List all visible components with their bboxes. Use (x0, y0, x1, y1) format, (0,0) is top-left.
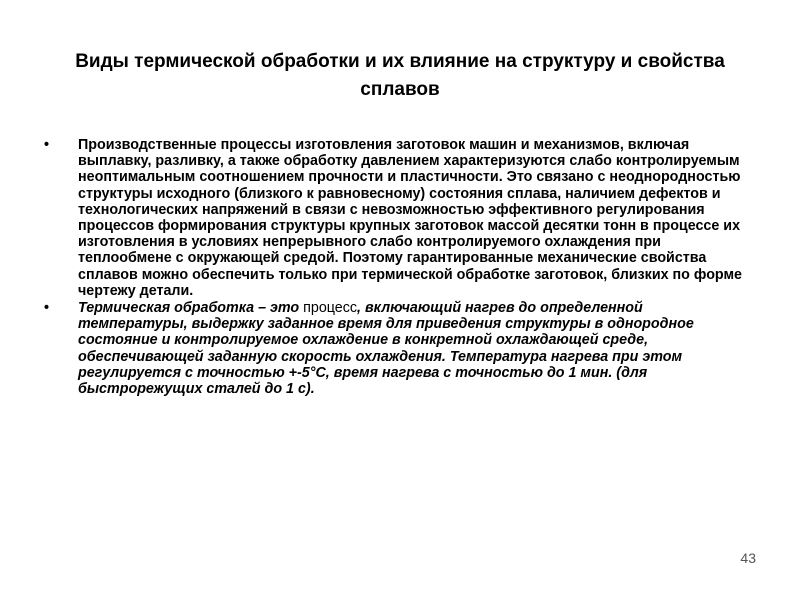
bullet-marker: • (44, 137, 50, 153)
slide-title: Виды термической обработки и их влияние на структуру и свойства сплавов (75, 51, 725, 100)
bullet-marker: • (44, 300, 50, 317)
bullet-text (78, 300, 744, 397)
slide-content (44, 137, 744, 398)
definition-lead: Термическая обработка – это (78, 300, 304, 317)
bullet-item-1 (44, 137, 744, 299)
definition-term: процесс (303, 300, 358, 317)
bullet-item-2 (44, 300, 744, 397)
page-number: 43 (740, 550, 756, 566)
bullet-text: Производственные процессы изготовления заготовок машин и механизмов, включая выплавку, разливку, а также обработку давлением характеризуются слабо контролируемым неоптимальным соотношением прочности и пластичности. Это связано с неоднородностью структуры исходного (близкого к равновесному) состояния сплава, наличием дефектов и технологических напряжений в связи с невозможностью эффективного регулирования процессов формирования структуры крупных заготовок массой десятки тонн в процессе их изготовления в условиях непрерывного слабо контролируемого охлаждения при теплообмене с окружающей средой. Поэтому гарантированные механические свойства сплавов можно обеспечить только при термической обработке заготовок, близких по форме чертежу детали. (78, 137, 743, 299)
definition-body: , включающий нагрев до определенной температуры, выдержку заданное время для приведения структуры в однородное состояние и контролируемое охлаждение в конкретной охлаждающей среде, обеспечивающей заданную скорость охлаждения. Температура нагрева при этом регулируется с точностью +-5°С, время нагрева с точностью до 1 мин. (для быстрорежущих сталей до 1 с). (78, 300, 694, 398)
